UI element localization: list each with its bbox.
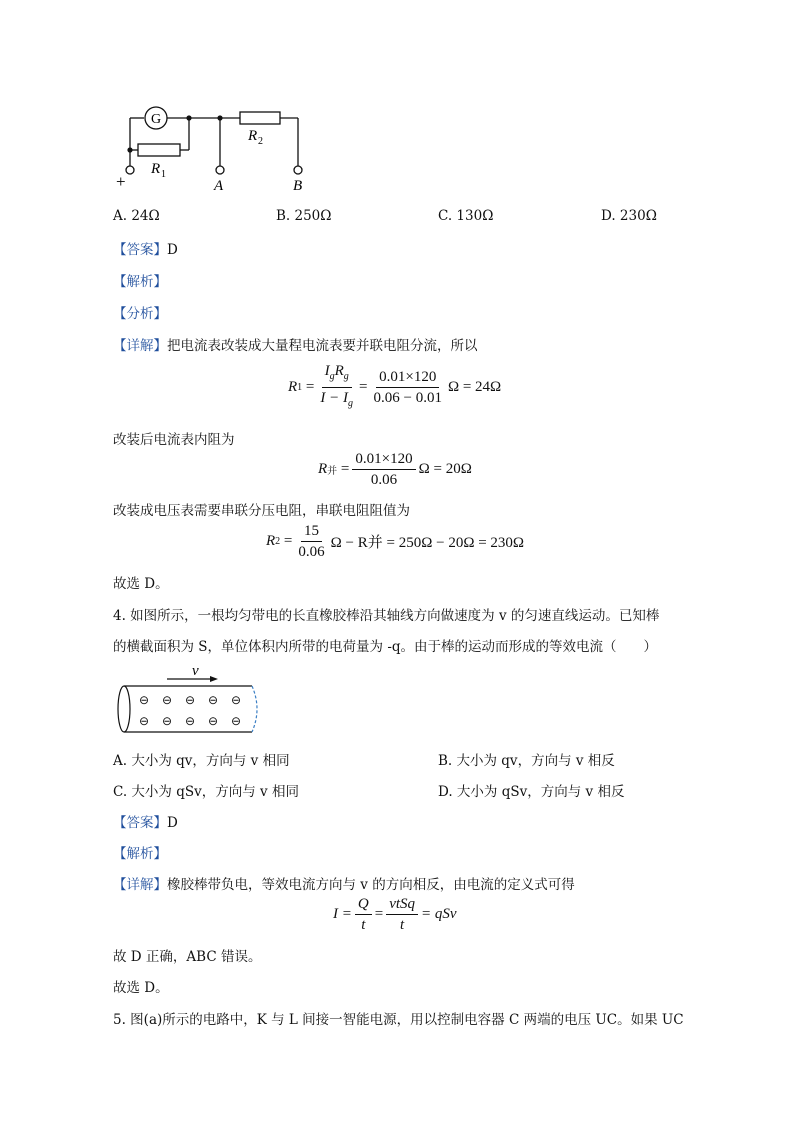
equation-r1: R 1 = $\frac{I_gR_g}{I - I_g}$ = $\frac{0.01\times 120}{0.06 - 0.01}$ Ω = 24Ω: [288, 363, 502, 409]
q5-stem-line1: 5. 图(a)所示的电路中，K 与 L 间接一智能电源，用以控制电容器 C 两端的电压 UC。如果 UC: [113, 1012, 684, 1028]
svg-text:A: A: [214, 178, 224, 194]
answer-line: 【答案】D: [113, 242, 178, 258]
q4-stem-line1: 4. 如图所示，一根均匀带电的长直橡胶棒沿其轴线方向做速度为 v 的匀速直线运动。已知棒: [113, 608, 660, 624]
option-d: D. 230Ω: [601, 208, 657, 224]
resistor-r2: [240, 112, 280, 124]
q4-detail-line: 【详解】橡胶棒带负电，等效电流方向与 v 的方向相反，由电流的定义式可得: [113, 877, 575, 893]
svg-text:⊖: ⊖: [207, 693, 219, 707]
charged-rod-diagram: [112, 660, 272, 740]
svg-text:⊖: ⊖: [230, 693, 242, 707]
detail-line: 【详解】把电流表改装成大量程电流表要并联电阻分流，所以: [113, 338, 478, 354]
text-line: 改装成电压表需要串联分压电阻，串联电阻阻值为: [113, 503, 410, 519]
q4-result: 故 D 正确，ABC 错误。: [113, 949, 262, 965]
equation-r-parallel: R 并 = $\frac{0.01\times 120}{0.06}$ Ω = 20Ω: [318, 451, 472, 488]
fenxi-tag: 【分析】: [113, 306, 167, 322]
q4-stem-line2: 的横截面积为 S，单位体积内所带的电荷量为 -q。由于棒的运动而形成的等效电流（ ）: [113, 639, 658, 655]
equation-current: I = $\frac{Q}{t}$ = $\frac{\text{vtSq}}{t}$ = qSv: [333, 896, 457, 933]
analysis-tag: 【解析】: [113, 274, 167, 290]
svg-text:⊖: ⊖: [230, 714, 242, 728]
option-b: B. 250Ω: [276, 208, 332, 224]
svg-text:B: B: [293, 178, 303, 194]
svg-text:⊖: ⊖: [184, 693, 196, 707]
galvanometer-circuit-diagram: [110, 100, 320, 195]
svg-text:2: 2: [258, 136, 263, 147]
plus-sign: +: [116, 172, 126, 191]
resistor-r1: [138, 144, 180, 156]
svg-text:v: v: [192, 663, 199, 679]
svg-text:⊖: ⊖: [161, 714, 173, 728]
svg-text:⊖: ⊖: [207, 714, 219, 728]
q4-option-a: A. 大小为 qv，方向与 v 相同: [113, 753, 290, 769]
conclusion: 故选 D。: [113, 576, 169, 592]
svg-text:⊖: ⊖: [138, 714, 150, 728]
svg-text:⊖: ⊖: [138, 693, 150, 707]
svg-text:R: R: [248, 128, 258, 144]
q4-option-d: D. 大小为 qSv，方向与 v 相反: [438, 784, 625, 800]
svg-text:1: 1: [161, 169, 166, 180]
svg-text:R: R: [151, 161, 161, 177]
svg-text:⊖: ⊖: [161, 693, 173, 707]
galvanometer-label: G: [150, 112, 162, 127]
q4-analysis-tag: 【解析】: [113, 846, 167, 862]
q4-answer-line: 【答案】D: [113, 815, 178, 831]
q4-conclusion: 故选 D。: [113, 980, 169, 996]
option-c: C. 130Ω: [438, 208, 494, 224]
option-a: A. 24Ω: [113, 208, 160, 224]
q4-option-c: C. 大小为 qSv，方向与 v 相同: [113, 784, 299, 800]
text-line: 改装后电流表内阻为: [113, 432, 235, 448]
equation-r2: R 2 = $\frac{15}{0.06}$ Ω − R并 = 250Ω − 20Ω = 230Ω: [266, 523, 525, 560]
q4-option-b: B. 大小为 qv，方向与 v 相反: [438, 753, 615, 769]
svg-text:⊖: ⊖: [184, 714, 196, 728]
